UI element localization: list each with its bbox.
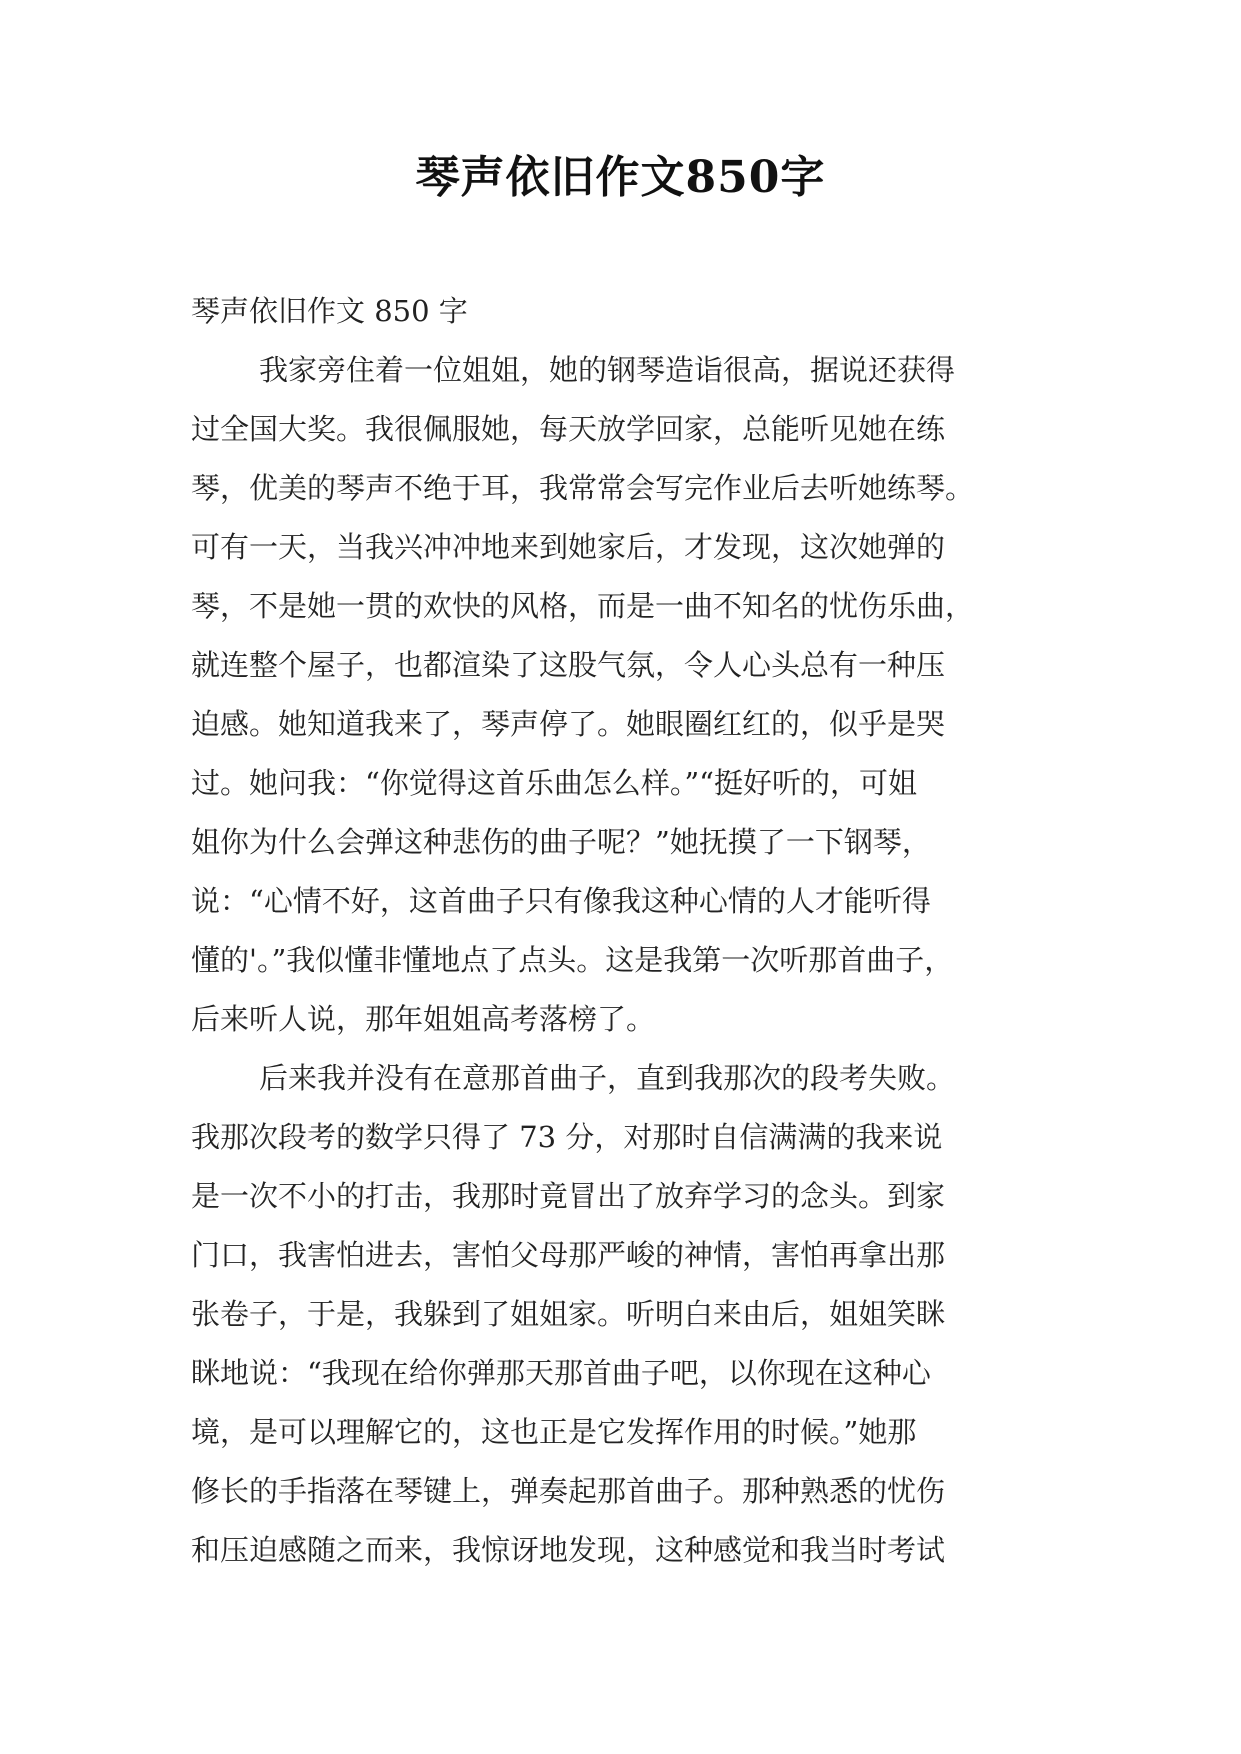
paragraph-line: 就连整个屋子，也都渲染了这股气氛，令人心头总有一种压 <box>191 648 946 682</box>
paragraph-line: 境，是可以理解它的，这也正是它发挥作用的时候。”她那 <box>191 1415 917 1449</box>
document-subtitle: 琴声依旧作文 850 字 <box>191 294 468 328</box>
paragraph-line: 琴，优美的琴声不绝于耳，我常常会写完作业后去听她练琴。 <box>191 471 975 505</box>
paragraph-line: 懂的'。”我似懂非懂地点了点头。这是我第一次听那首曲子， <box>191 943 954 977</box>
paragraph-line: 可有一天，当我兴冲冲地来到她家后，才发现，这次她弹的 <box>191 530 946 564</box>
paragraph-line: 我那次段考的数学只得了 73 分，对那时自信满满的我来说 <box>191 1120 943 1154</box>
paragraph-line: 说：“心情不好，这首曲子只有像我这种心情的人才能听得 <box>191 884 931 918</box>
paragraph-2 <box>191 1049 1051 1580</box>
paragraph-line: 张卷子，于是，我躲到了姐姐家。听明白来由后，姐姐笑眯 <box>191 1297 946 1331</box>
paragraph-line: 过全国大奖。我很佩服她，每天放学回家，总能听见她在练 <box>191 412 946 446</box>
paragraph-line: 和压迫感随之而来，我惊讶地发现，这种感觉和我当时考试 <box>191 1533 946 1567</box>
paragraph-line: 后来我并没有在意那首曲子，直到我那次的段考失败。 <box>259 1061 956 1095</box>
paragraph-line: 修长的手指落在琴键上，弹奏起那首曲子。那种熟悉的忧伤 <box>191 1474 946 1508</box>
paragraph-line: 是一次不小的打击，我那时竟冒出了放弃学习的念头。到家 <box>191 1179 946 1213</box>
paragraph-line: 我家旁住着一位姐姐，她的钢琴造诣很高，据说还获得 <box>259 353 956 387</box>
paragraph-line: 琴，不是她一贯的欢快的风格，而是一曲不知名的忧伤乐曲， <box>191 589 975 623</box>
paragraph-1 <box>191 341 1051 1049</box>
document-body <box>191 282 1051 1580</box>
paragraph-line: 迫感。她知道我来了，琴声停了。她眼圈红红的，似乎是哭 <box>191 707 946 741</box>
paragraph-line: 过。她问我：“你觉得这首乐曲怎么样。”“挺好听的，可姐 <box>191 766 917 800</box>
document-title: 琴声依旧作文850字 <box>415 152 826 203</box>
paragraph-line: 眯地说：“我现在给你弹那天那首曲子吧，以你现在这种心 <box>191 1356 931 1390</box>
paragraph-line: 姐你为什么会弹这种悲伤的曲子呢？”她抚摸了一下钢琴， <box>191 825 931 859</box>
paragraph-line: 门口，我害怕进去，害怕父母那严峻的神情，害怕再拿出那 <box>191 1238 946 1272</box>
paragraph-line: 后来听人说，那年姐姐高考落榜了。 <box>191 1002 656 1036</box>
